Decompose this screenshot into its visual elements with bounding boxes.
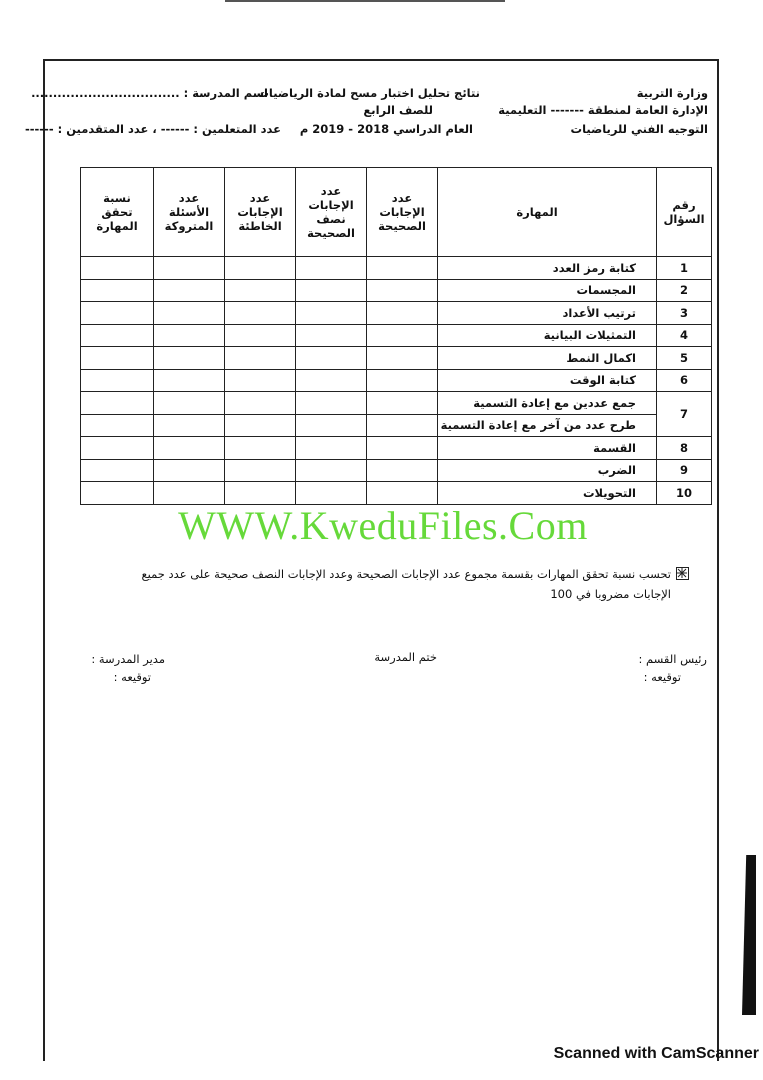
ratio-value-cell bbox=[81, 482, 154, 505]
table-row bbox=[81, 459, 712, 482]
header-wrong-answers: عدد الإجابات الخاطئة bbox=[225, 168, 296, 257]
question-number-cell: 1 bbox=[657, 257, 712, 280]
question-number-cell: 9 bbox=[657, 459, 712, 482]
half-value-cell bbox=[296, 414, 367, 437]
table-header-row bbox=[81, 168, 712, 257]
table-row bbox=[81, 414, 712, 437]
wrong-value-cell bbox=[225, 482, 296, 505]
skipped-value-cell bbox=[154, 437, 225, 460]
scan-top-line bbox=[225, 0, 505, 2]
wrong-value-cell bbox=[225, 392, 296, 415]
correct-value-cell bbox=[367, 347, 438, 370]
ministry-name: وزارة التربية bbox=[636, 86, 708, 100]
document-title: نتائج تحليل اختبار مسح لمادة الرياضيات bbox=[257, 86, 480, 100]
table-row bbox=[81, 302, 712, 325]
skipped-value-cell bbox=[154, 392, 225, 415]
half-value-cell bbox=[296, 347, 367, 370]
department-head-signature: توقيعه : bbox=[643, 670, 681, 684]
table-row bbox=[81, 279, 712, 302]
skill-cell: التمثيلات البيانية bbox=[438, 324, 657, 347]
half-value-cell bbox=[296, 302, 367, 325]
skipped-value-cell bbox=[154, 279, 225, 302]
table-row bbox=[81, 347, 712, 370]
directorate-name: الإدارة العامة لمنطقة ------- التعليمية bbox=[498, 103, 708, 117]
table-row bbox=[81, 257, 712, 280]
table-row bbox=[81, 392, 712, 415]
ratio-value-cell bbox=[81, 369, 154, 392]
skill-cell: التحويلات bbox=[438, 482, 657, 505]
skill-cell: كتابة الوقت bbox=[438, 369, 657, 392]
half-value-cell bbox=[296, 392, 367, 415]
half-value-cell bbox=[296, 482, 367, 505]
skipped-value-cell bbox=[154, 482, 225, 505]
ratio-value-cell bbox=[81, 279, 154, 302]
skipped-value-cell bbox=[154, 302, 225, 325]
wrong-value-cell bbox=[225, 324, 296, 347]
skipped-value-cell bbox=[154, 459, 225, 482]
half-value-cell bbox=[296, 437, 367, 460]
scanner-footer: Scanned with CamScanner bbox=[553, 1045, 759, 1062]
question-number-cell: 8 bbox=[657, 437, 712, 460]
skill-cell: جمع عددين مع إعادة التسمية bbox=[438, 392, 657, 415]
wrong-value-cell bbox=[225, 347, 296, 370]
watermark: WWW.KweduFiles.Com bbox=[178, 503, 588, 548]
principal-label: مدير المدرسة : bbox=[91, 652, 165, 666]
question-number-cell: 10 bbox=[657, 482, 712, 505]
skipped-value-cell bbox=[154, 414, 225, 437]
header-correct-answers: عدد الإجابات الصحيحة bbox=[367, 168, 438, 257]
skill-cell: المجسمات bbox=[438, 279, 657, 302]
wrong-value-cell bbox=[225, 437, 296, 460]
skill-cell: طرح عدد من آخر مع إعادة التسمية bbox=[438, 414, 657, 437]
supervision-name: التوجيه الفني للرياضيات bbox=[570, 122, 708, 136]
ratio-value-cell bbox=[81, 459, 154, 482]
correct-value-cell bbox=[367, 414, 438, 437]
ratio-value-cell bbox=[81, 302, 154, 325]
wrong-value-cell bbox=[225, 257, 296, 280]
table-row bbox=[81, 369, 712, 392]
wrong-value-cell bbox=[225, 302, 296, 325]
question-number-cell: 7 bbox=[657, 392, 712, 437]
correct-value-cell bbox=[367, 369, 438, 392]
table-row bbox=[81, 437, 712, 460]
ratio-value-cell bbox=[81, 257, 154, 280]
header-skill: المهارة bbox=[438, 168, 657, 257]
correct-value-cell bbox=[367, 324, 438, 347]
half-value-cell bbox=[296, 459, 367, 482]
skipped-value-cell bbox=[154, 324, 225, 347]
note-bullet-icon bbox=[676, 567, 689, 580]
half-value-cell bbox=[296, 324, 367, 347]
half-value-cell bbox=[296, 279, 367, 302]
wrong-value-cell bbox=[225, 279, 296, 302]
academic-year: العام الدراسي 2018 - 2019 م bbox=[299, 122, 473, 136]
header-skill-ratio: نسبة تحقق المهارة bbox=[81, 168, 154, 257]
school-name-field: اسم المدرسة : .................................. bbox=[31, 86, 268, 100]
skipped-value-cell bbox=[154, 257, 225, 280]
header-half-correct-answers: عدد الإجابات نصف الصحيحة bbox=[296, 168, 367, 257]
question-number-cell: 6 bbox=[657, 369, 712, 392]
question-number-cell: 2 bbox=[657, 279, 712, 302]
wrong-value-cell bbox=[225, 369, 296, 392]
skipped-value-cell bbox=[154, 369, 225, 392]
principal-signature: توقيعه : bbox=[113, 670, 151, 684]
correct-value-cell bbox=[367, 257, 438, 280]
question-number-cell: 5 bbox=[657, 347, 712, 370]
correct-value-cell bbox=[367, 392, 438, 415]
department-head-label: رئيس القسم : bbox=[638, 652, 707, 666]
skill-cell: ترتيب الأعداد bbox=[438, 302, 657, 325]
ratio-value-cell bbox=[81, 392, 154, 415]
table-row bbox=[81, 482, 712, 505]
scan-edge-shadow bbox=[742, 855, 756, 1015]
student-counts: عدد المتعلمين : ------ ، عدد المتقدمين : ------ bbox=[24, 122, 281, 136]
half-value-cell bbox=[296, 257, 367, 280]
wrong-value-cell bbox=[225, 414, 296, 437]
question-number-cell: 3 bbox=[657, 302, 712, 325]
grade-label: للصف الرابع bbox=[363, 103, 433, 117]
school-stamp-label: ختم المدرسة bbox=[374, 650, 437, 664]
ratio-value-cell bbox=[81, 414, 154, 437]
skill-cell: الضرب bbox=[438, 459, 657, 482]
question-number-cell: 4 bbox=[657, 324, 712, 347]
correct-value-cell bbox=[367, 459, 438, 482]
skipped-value-cell bbox=[154, 347, 225, 370]
half-value-cell bbox=[296, 369, 367, 392]
skill-cell: كتابة رمز العدد bbox=[438, 257, 657, 280]
wrong-value-cell bbox=[225, 459, 296, 482]
table-row bbox=[81, 324, 712, 347]
skill-cell: القسمة bbox=[438, 437, 657, 460]
ratio-value-cell bbox=[81, 437, 154, 460]
skills-table bbox=[80, 167, 712, 505]
ratio-value-cell bbox=[81, 324, 154, 347]
correct-value-cell bbox=[367, 302, 438, 325]
calculation-note: تحسب نسبة تحقق المهارات بقسمة مجموع عدد الإجابات الصحيحة وعدد الإجابات النصف صحيحة على عدد جميع الإجابات مضروبا في 100 bbox=[141, 567, 671, 601]
ratio-value-cell bbox=[81, 347, 154, 370]
correct-value-cell bbox=[367, 279, 438, 302]
correct-value-cell bbox=[367, 437, 438, 460]
skill-cell: اكمال النمط bbox=[438, 347, 657, 370]
header-skipped-questions: عدد الأسئلة المتروكة bbox=[154, 168, 225, 257]
correct-value-cell bbox=[367, 482, 438, 505]
header-question-number: رقم السؤال bbox=[657, 168, 712, 257]
